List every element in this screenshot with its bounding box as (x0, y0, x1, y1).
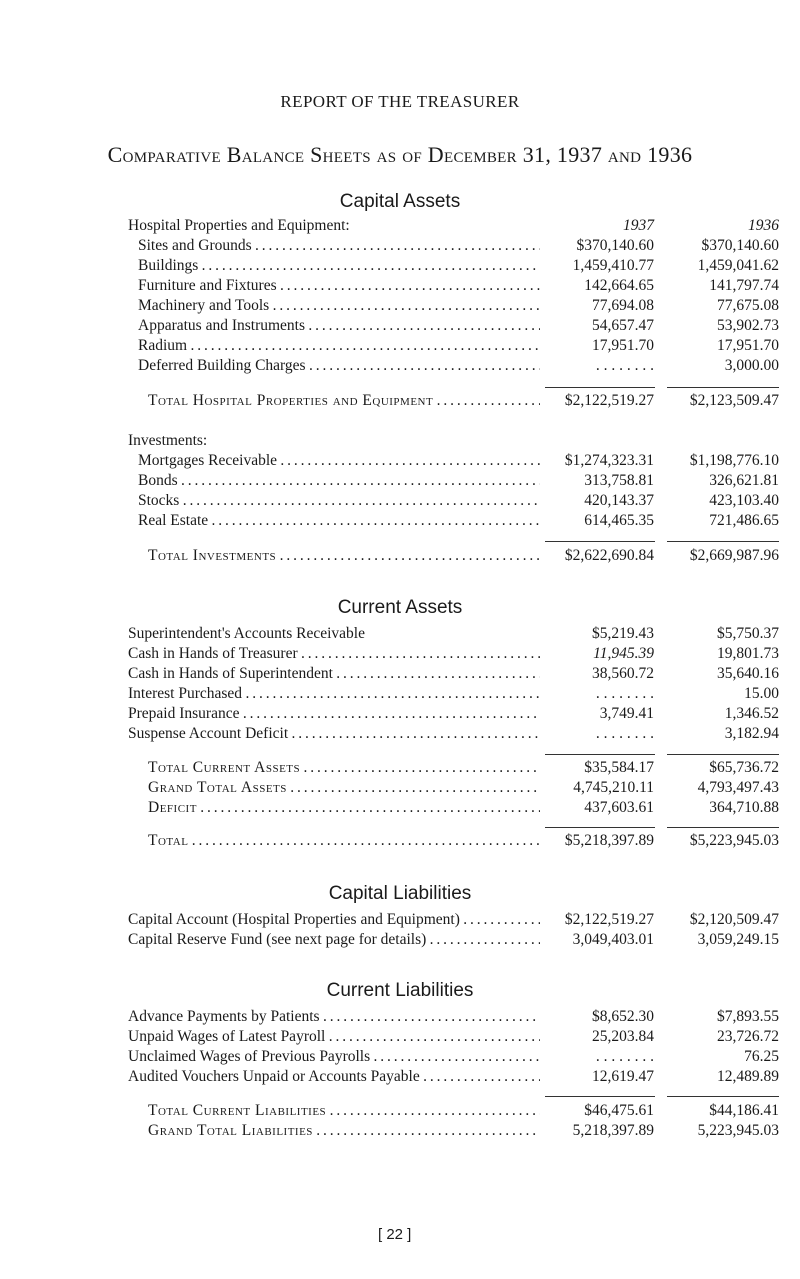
sum-rule (667, 1096, 779, 1097)
row-label: Unclaimed Wages of Previous Payrolls . . . (128, 1047, 540, 1067)
value-1937: . . . . . . . . (595, 357, 654, 374)
table-row (0, 758, 800, 778)
row-label: Furniture and Fixtures . . . (138, 276, 540, 296)
value-1936: $1,198,776.10 (689, 452, 779, 469)
total-1936: $44,186.41 (709, 1102, 779, 1119)
value-1936: 19,801.73 (717, 645, 779, 662)
table-row (0, 356, 800, 376)
table-row (0, 391, 800, 411)
row-label: Capital Account (Hospital Properties and Equipment) . . . (128, 910, 540, 930)
row-label: Buildings . . . (138, 256, 540, 276)
table-row (0, 664, 800, 684)
value-1936: 12,489.89 (717, 1068, 779, 1085)
total-1936: 364,710.88 (709, 799, 779, 816)
table-row (0, 471, 800, 491)
value-1936: 76.25 (744, 1048, 779, 1065)
value-1936: 15.00 (744, 685, 779, 702)
table-row (0, 704, 800, 724)
row-label: Unpaid Wages of Latest Payroll . . . (128, 1027, 540, 1047)
row-label: Prepaid Insurance . . . (128, 704, 540, 724)
total-label: Total Investments . . . (148, 546, 540, 566)
total-label: Total Current Assets . . . (148, 758, 540, 778)
value-1937: $2,122,519.27 (564, 911, 654, 928)
row-label: Interest Purchased . . . (128, 684, 540, 704)
sum-rule (667, 754, 779, 755)
total-1936: 5,223,945.03 (697, 1122, 779, 1139)
row-label: Bonds . . . (138, 471, 540, 491)
sum-rule (545, 1096, 655, 1097)
value-1937: 25,203.84 (592, 1028, 654, 1045)
table-row (0, 431, 800, 451)
section-heading-current-liabilities: Current Liabilities (326, 980, 474, 1001)
total-label: Grand Total Assets . . . (148, 778, 540, 798)
table-row (0, 644, 800, 664)
group-label: Hospital Properties and Equipment: (128, 217, 350, 234)
row-label: Real Estate . . . (138, 511, 540, 531)
table-row (0, 491, 800, 511)
table-row (0, 1067, 800, 1087)
row-label: Capital Reserve Fund (see next page for details) . . . (128, 930, 540, 950)
year-header-1936: 1936 (748, 217, 779, 234)
total-1937: 437,603.61 (584, 799, 654, 816)
year-header-1937: 1937 (623, 217, 654, 234)
total-1936: $65,736.72 (709, 759, 779, 776)
sum-rule (667, 541, 779, 542)
table-row (0, 831, 800, 851)
table-row (0, 724, 800, 744)
value-1936: 35,640.16 (717, 665, 779, 682)
total-1937: 5,218,397.89 (572, 1122, 654, 1139)
value-1936: 53,902.73 (717, 317, 779, 334)
value-1936: 3,182.94 (724, 725, 779, 742)
row-label: Superintendent's Accounts Receivable (128, 625, 365, 642)
row-label: Advance Payments by Patients . . . (128, 1007, 540, 1027)
value-1936: 77,675.08 (717, 297, 779, 314)
page-title: Comparative Balance Sheets as of December 31, 1937 and 1936 (107, 142, 693, 167)
total-1937: $2,622,690.84 (564, 547, 654, 564)
row-label: Radium . . . (138, 336, 540, 356)
table-row (0, 1047, 800, 1067)
row-label: Deferred Building Charges . . . (138, 356, 540, 376)
value-1937: 11,945.39 (593, 645, 654, 662)
row-label: Suspense Account Deficit . . . (128, 724, 540, 744)
table-row (0, 276, 800, 296)
table-row (0, 1101, 800, 1121)
value-1937: . . . . . . . . (595, 725, 654, 742)
value-1937: $370,140.60 (576, 237, 654, 254)
value-1937: 3,749.41 (599, 705, 654, 722)
value-1936: 17,951.70 (717, 337, 779, 354)
total-1937: 4,745,210.11 (573, 779, 654, 796)
value-1936: $2,120,509.47 (689, 911, 779, 928)
value-1937: 12,619.47 (592, 1068, 654, 1085)
value-1937: 54,657.47 (592, 317, 654, 334)
table-row (0, 451, 800, 471)
table-row (0, 316, 800, 336)
value-1936: 141,797.74 (709, 277, 779, 294)
row-label: Sites and Grounds . . . (138, 236, 540, 256)
value-1937: 614,465.35 (584, 512, 654, 529)
total-label: Grand Total Liabilities . . . (148, 1121, 540, 1141)
value-1936: 423,103.40 (709, 492, 779, 509)
value-1936: $5,750.37 (717, 625, 779, 642)
value-1937: 313,758.81 (584, 472, 654, 489)
value-1936: 23,726.72 (717, 1028, 779, 1045)
sum-rule (667, 827, 779, 828)
sum-rule (667, 387, 779, 388)
table-row (0, 296, 800, 316)
table-row (0, 624, 800, 644)
value-1936: 3,059,249.15 (697, 931, 779, 948)
table-row (0, 1027, 800, 1047)
total-1937: $5,218,397.89 (564, 832, 654, 849)
value-1937: 38,560.72 (592, 665, 654, 682)
table-row (0, 1121, 800, 1141)
value-1936: 721,486.65 (709, 512, 779, 529)
sum-rule (545, 387, 655, 388)
row-label: Mortgages Receivable . . . (138, 451, 540, 471)
total-1936: $5,223,945.03 (689, 832, 779, 849)
table-row (0, 684, 800, 704)
total-label: Total . . . (148, 831, 540, 851)
section-heading-current-assets: Current Assets (337, 597, 463, 618)
table-row (0, 546, 800, 566)
total-label: Total Hospital Properties and Equipment . . . (148, 391, 540, 411)
table-row (0, 930, 800, 950)
value-1937: 17,951.70 (592, 337, 654, 354)
value-1936: 1,346.52 (724, 705, 779, 722)
row-label: Audited Vouchers Unpaid or Accounts Payable . . . (128, 1067, 540, 1087)
value-1937: . . . . . . . . (595, 685, 654, 702)
table-row (0, 798, 800, 818)
table-row (0, 778, 800, 798)
value-1936: 326,621.81 (709, 472, 779, 489)
value-1936: 3,000.00 (724, 357, 779, 374)
section-heading-capital-liabilities: Capital Liabilities (328, 883, 472, 904)
row-label: Cash in Hands of Superintendent . . . (128, 664, 540, 684)
value-1936: 1,459,041.62 (697, 257, 779, 274)
table-row (0, 216, 800, 236)
value-1936: $370,140.60 (701, 237, 779, 254)
sum-rule (545, 754, 655, 755)
value-1937: $1,274,323.31 (564, 452, 654, 469)
sum-rule (545, 541, 655, 542)
row-label: Stocks . . . (138, 491, 540, 511)
value-1937: 3,049,403.01 (572, 931, 654, 948)
value-1937: $8,652.30 (592, 1008, 654, 1025)
value-1937: $5,219.43 (592, 625, 654, 642)
total-1936: 4,793,497.43 (697, 779, 779, 796)
running-head: REPORT OF THE TREASURER (280, 92, 520, 111)
total-1937: $35,584.17 (584, 759, 654, 776)
value-1937: 1,459,410.77 (572, 257, 654, 274)
value-1936: $7,893.55 (717, 1008, 779, 1025)
table-row (0, 256, 800, 276)
value-1937: 420,143.37 (584, 492, 654, 509)
table-row (0, 236, 800, 256)
total-label: Deficit . . . (148, 798, 540, 818)
value-1937: 142,664.65 (584, 277, 654, 294)
section-heading-capital-assets: Capital Assets (339, 191, 461, 212)
row-label: Cash in Hands of Treasurer . . . (128, 644, 540, 664)
total-1936: $2,669,987.96 (689, 547, 779, 564)
page-number: [ 22 ] (378, 1226, 412, 1243)
row-label: Machinery and Tools . . . (138, 296, 540, 316)
total-1937: $46,475.61 (584, 1102, 654, 1119)
total-label: Total Current Liabilities . . . (148, 1101, 540, 1121)
sum-rule (545, 827, 655, 828)
value-1937: . . . . . . . . (595, 1048, 654, 1065)
total-1936: $2,123,509.47 (689, 392, 779, 409)
table-row (0, 910, 800, 930)
table-row (0, 511, 800, 531)
row-label: Apparatus and Instruments . . . (138, 316, 540, 336)
group-label: Investments: (128, 432, 208, 449)
table-row (0, 336, 800, 356)
total-1937: $2,122,519.27 (564, 392, 654, 409)
value-1937: 77,694.08 (592, 297, 654, 314)
table-row (0, 1007, 800, 1027)
